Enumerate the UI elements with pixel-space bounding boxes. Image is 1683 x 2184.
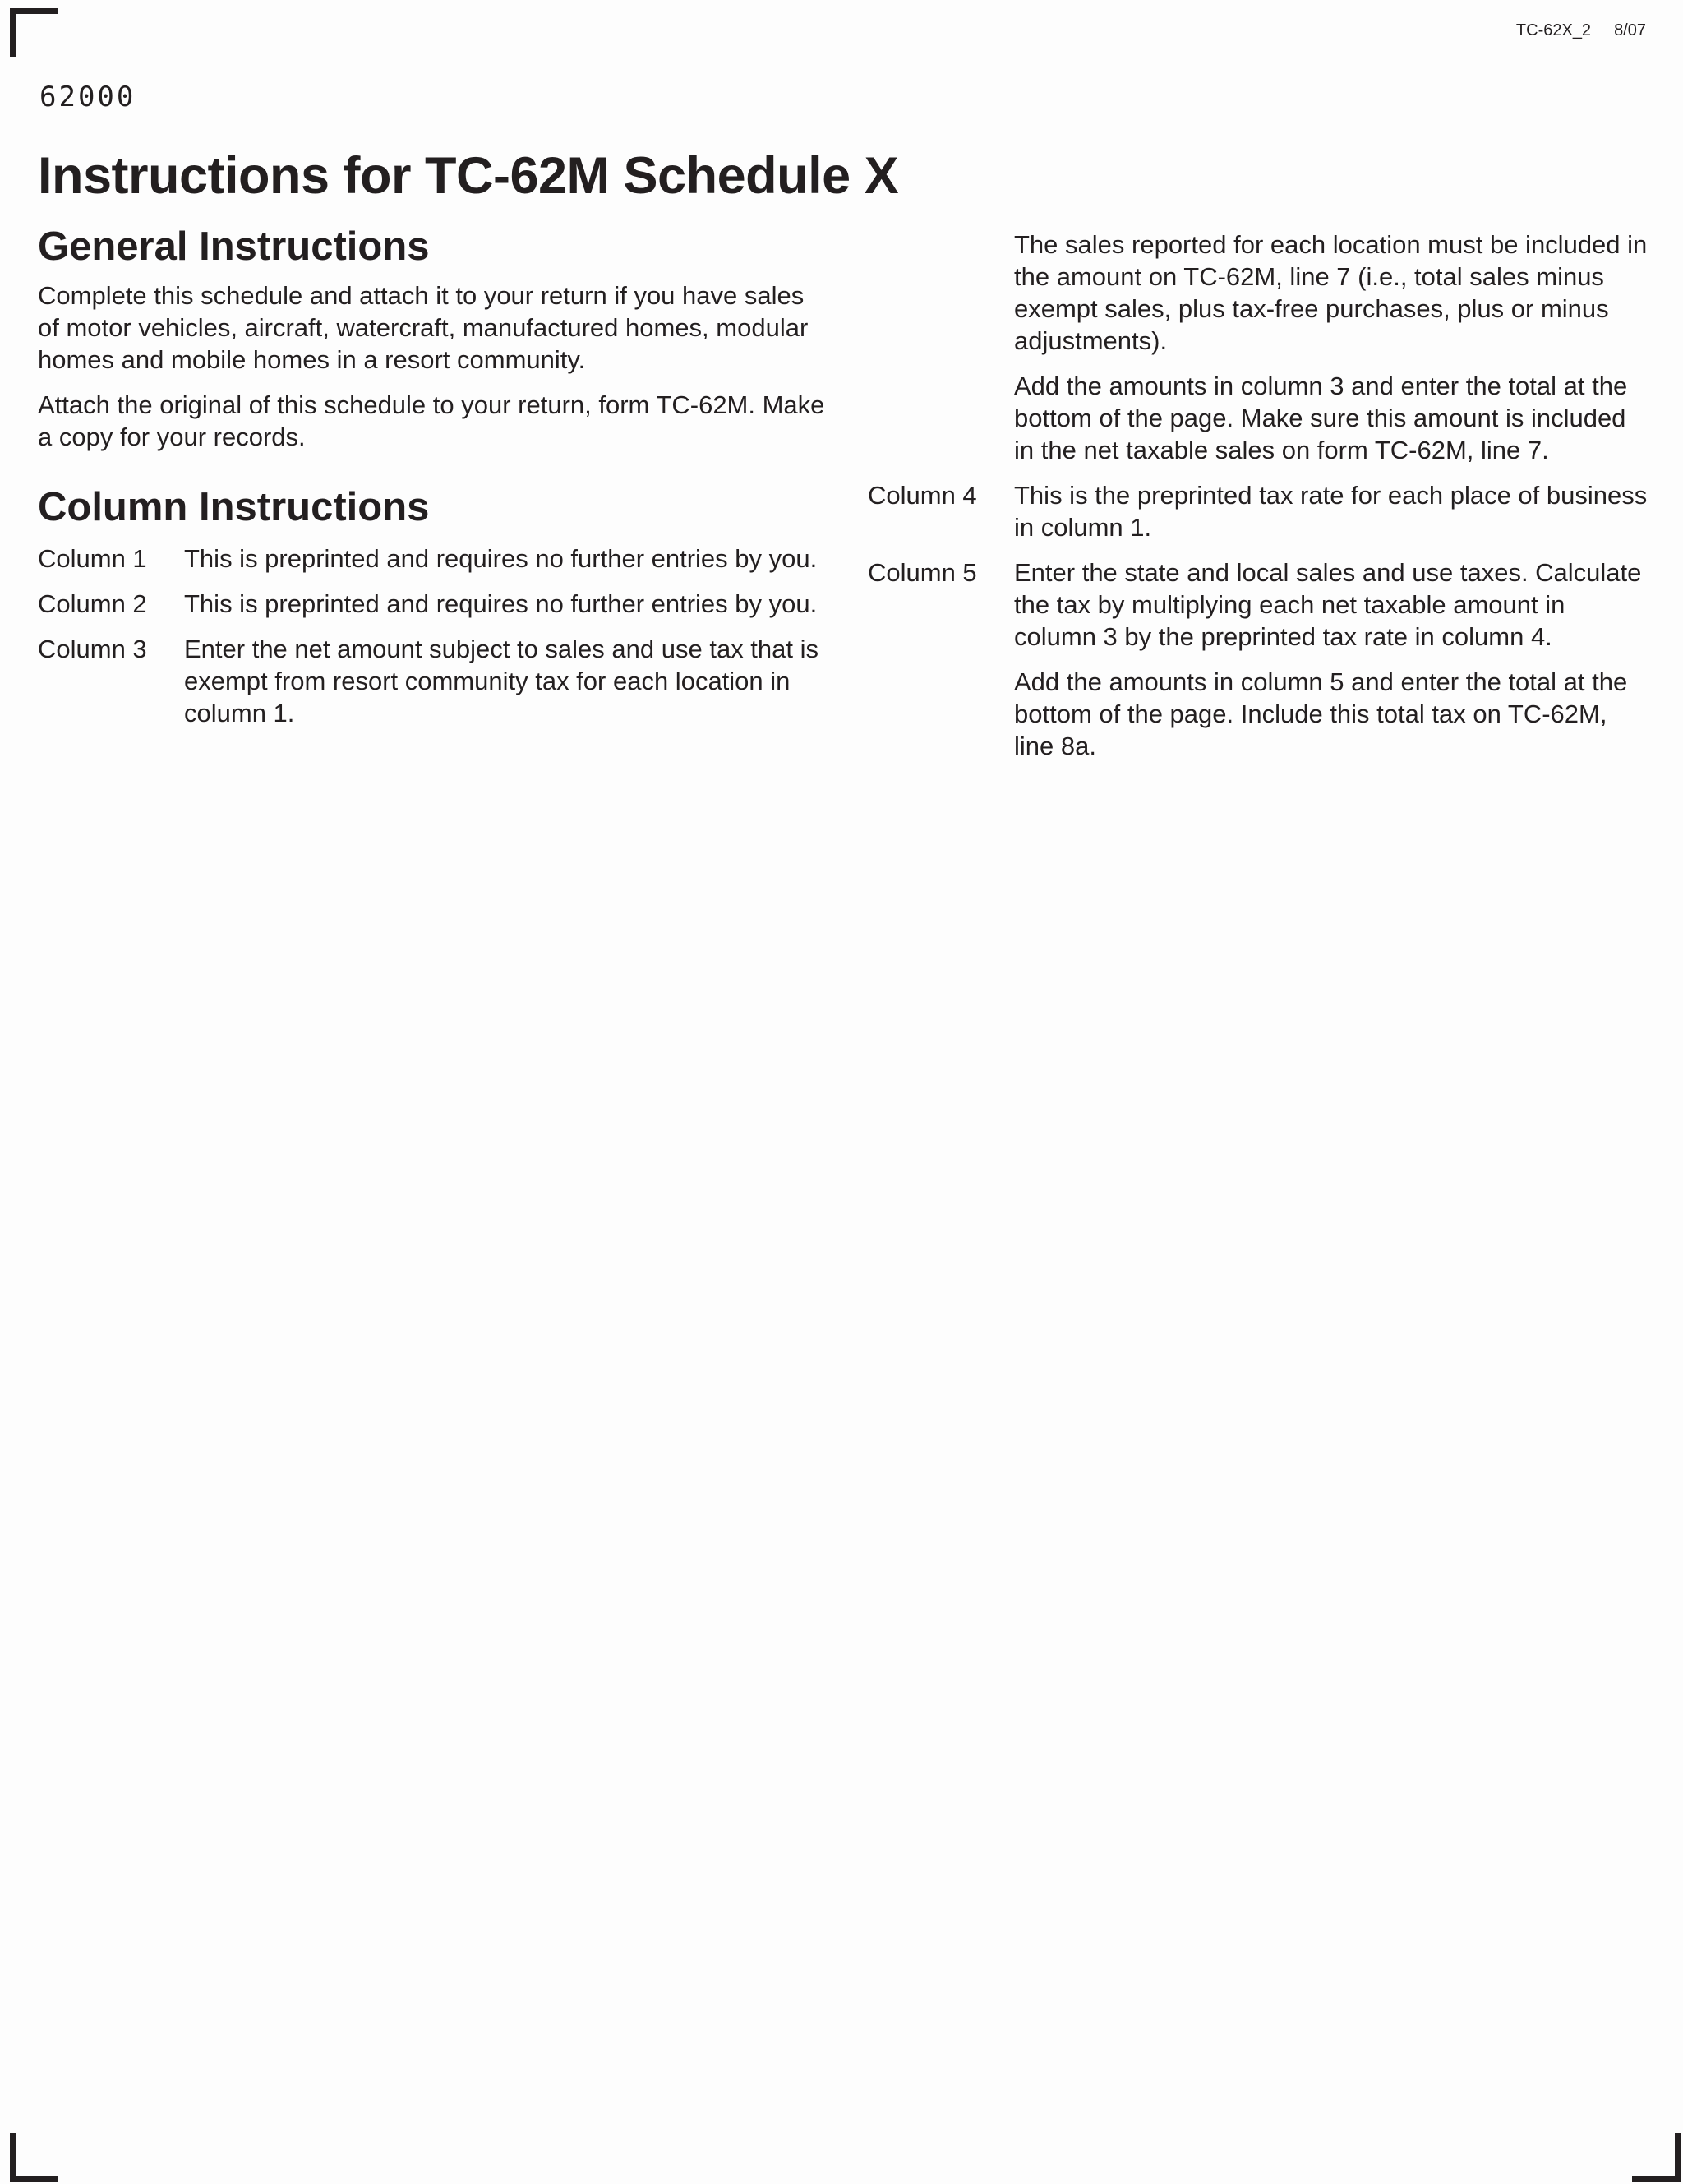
column-3-label: Column 3 xyxy=(38,634,147,663)
crop-mark-bottom-right xyxy=(1632,2133,1681,2182)
page-title: Instructions for TC-62M Schedule X xyxy=(38,147,899,205)
form-code: 62000 xyxy=(39,81,136,113)
column-2-label: Column 2 xyxy=(38,589,147,618)
form-date: 8/07 xyxy=(1614,21,1646,39)
column-4-label: Column 4 xyxy=(868,481,977,510)
column-5-paragraph: Add the amounts in column 5 and enter the total at the bottom of the page. Include this total tax on TC-62M, line 8a. xyxy=(1014,667,1628,760)
column-3-continued xyxy=(868,229,1648,466)
crop-mark-top-left xyxy=(10,8,58,57)
crop-mark-bottom-left xyxy=(10,2133,58,2182)
column-4-text: This is the preprinted tax rate for each place of business in column 1. xyxy=(1014,481,1648,542)
column-3-text: Enter the net amount subject to sales and use tax that is exempt from resort community tax for each location in column 1. xyxy=(184,634,819,727)
general-instructions-heading: General Instructions xyxy=(38,224,430,269)
column-2-text: This is preprinted and requires no further entries by you. xyxy=(184,589,818,618)
column-3-continued-paragraph: The sales reported for each location must be included in the amount on TC-62M, line 7 (i.e., total sales minus exempt sales, plus tax-free purchases, plus or minus adjustments). xyxy=(1014,230,1648,355)
column-1-label: Column 1 xyxy=(38,543,147,573)
left-column xyxy=(38,224,827,742)
general-paragraph: Attach the original of this schedule to your return, form TC-62M. Make a copy for your records. xyxy=(38,390,825,452)
general-paragraph: Complete this schedule and attach it to your return if you have sales of motor vehicles, aircraft, watercraft, manufactured homes, modular homes and mobile homes in a resort community. xyxy=(38,281,809,375)
right-column xyxy=(868,229,1648,775)
column-1-text: This is preprinted and requires no further entries by you. xyxy=(184,543,818,573)
column-1-entry xyxy=(38,543,827,575)
column-5-label: Column 5 xyxy=(868,558,977,587)
column-5-text xyxy=(1014,556,1648,762)
column-4-entry xyxy=(868,479,1648,543)
column-3-entry xyxy=(38,633,827,729)
column-3-continued-paragraph: Add the amounts in column 3 and enter the total at the bottom of the page. Make sure this amount is included in the net taxable sales on form TC-62M, line 7. xyxy=(1014,372,1628,464)
column-5-paragraph: Enter the state and local sales and use taxes. Calculate the tax by multiplying each net taxable amount in column 3 by the preprinted tax rate in column 4. xyxy=(1014,558,1642,651)
form-number: TC-62X_2 xyxy=(1515,21,1592,39)
column-2-entry xyxy=(38,588,827,620)
form-identifier xyxy=(1516,21,1646,40)
column-5-entry xyxy=(868,556,1648,762)
column-instructions-heading: Column Instructions xyxy=(38,485,430,530)
